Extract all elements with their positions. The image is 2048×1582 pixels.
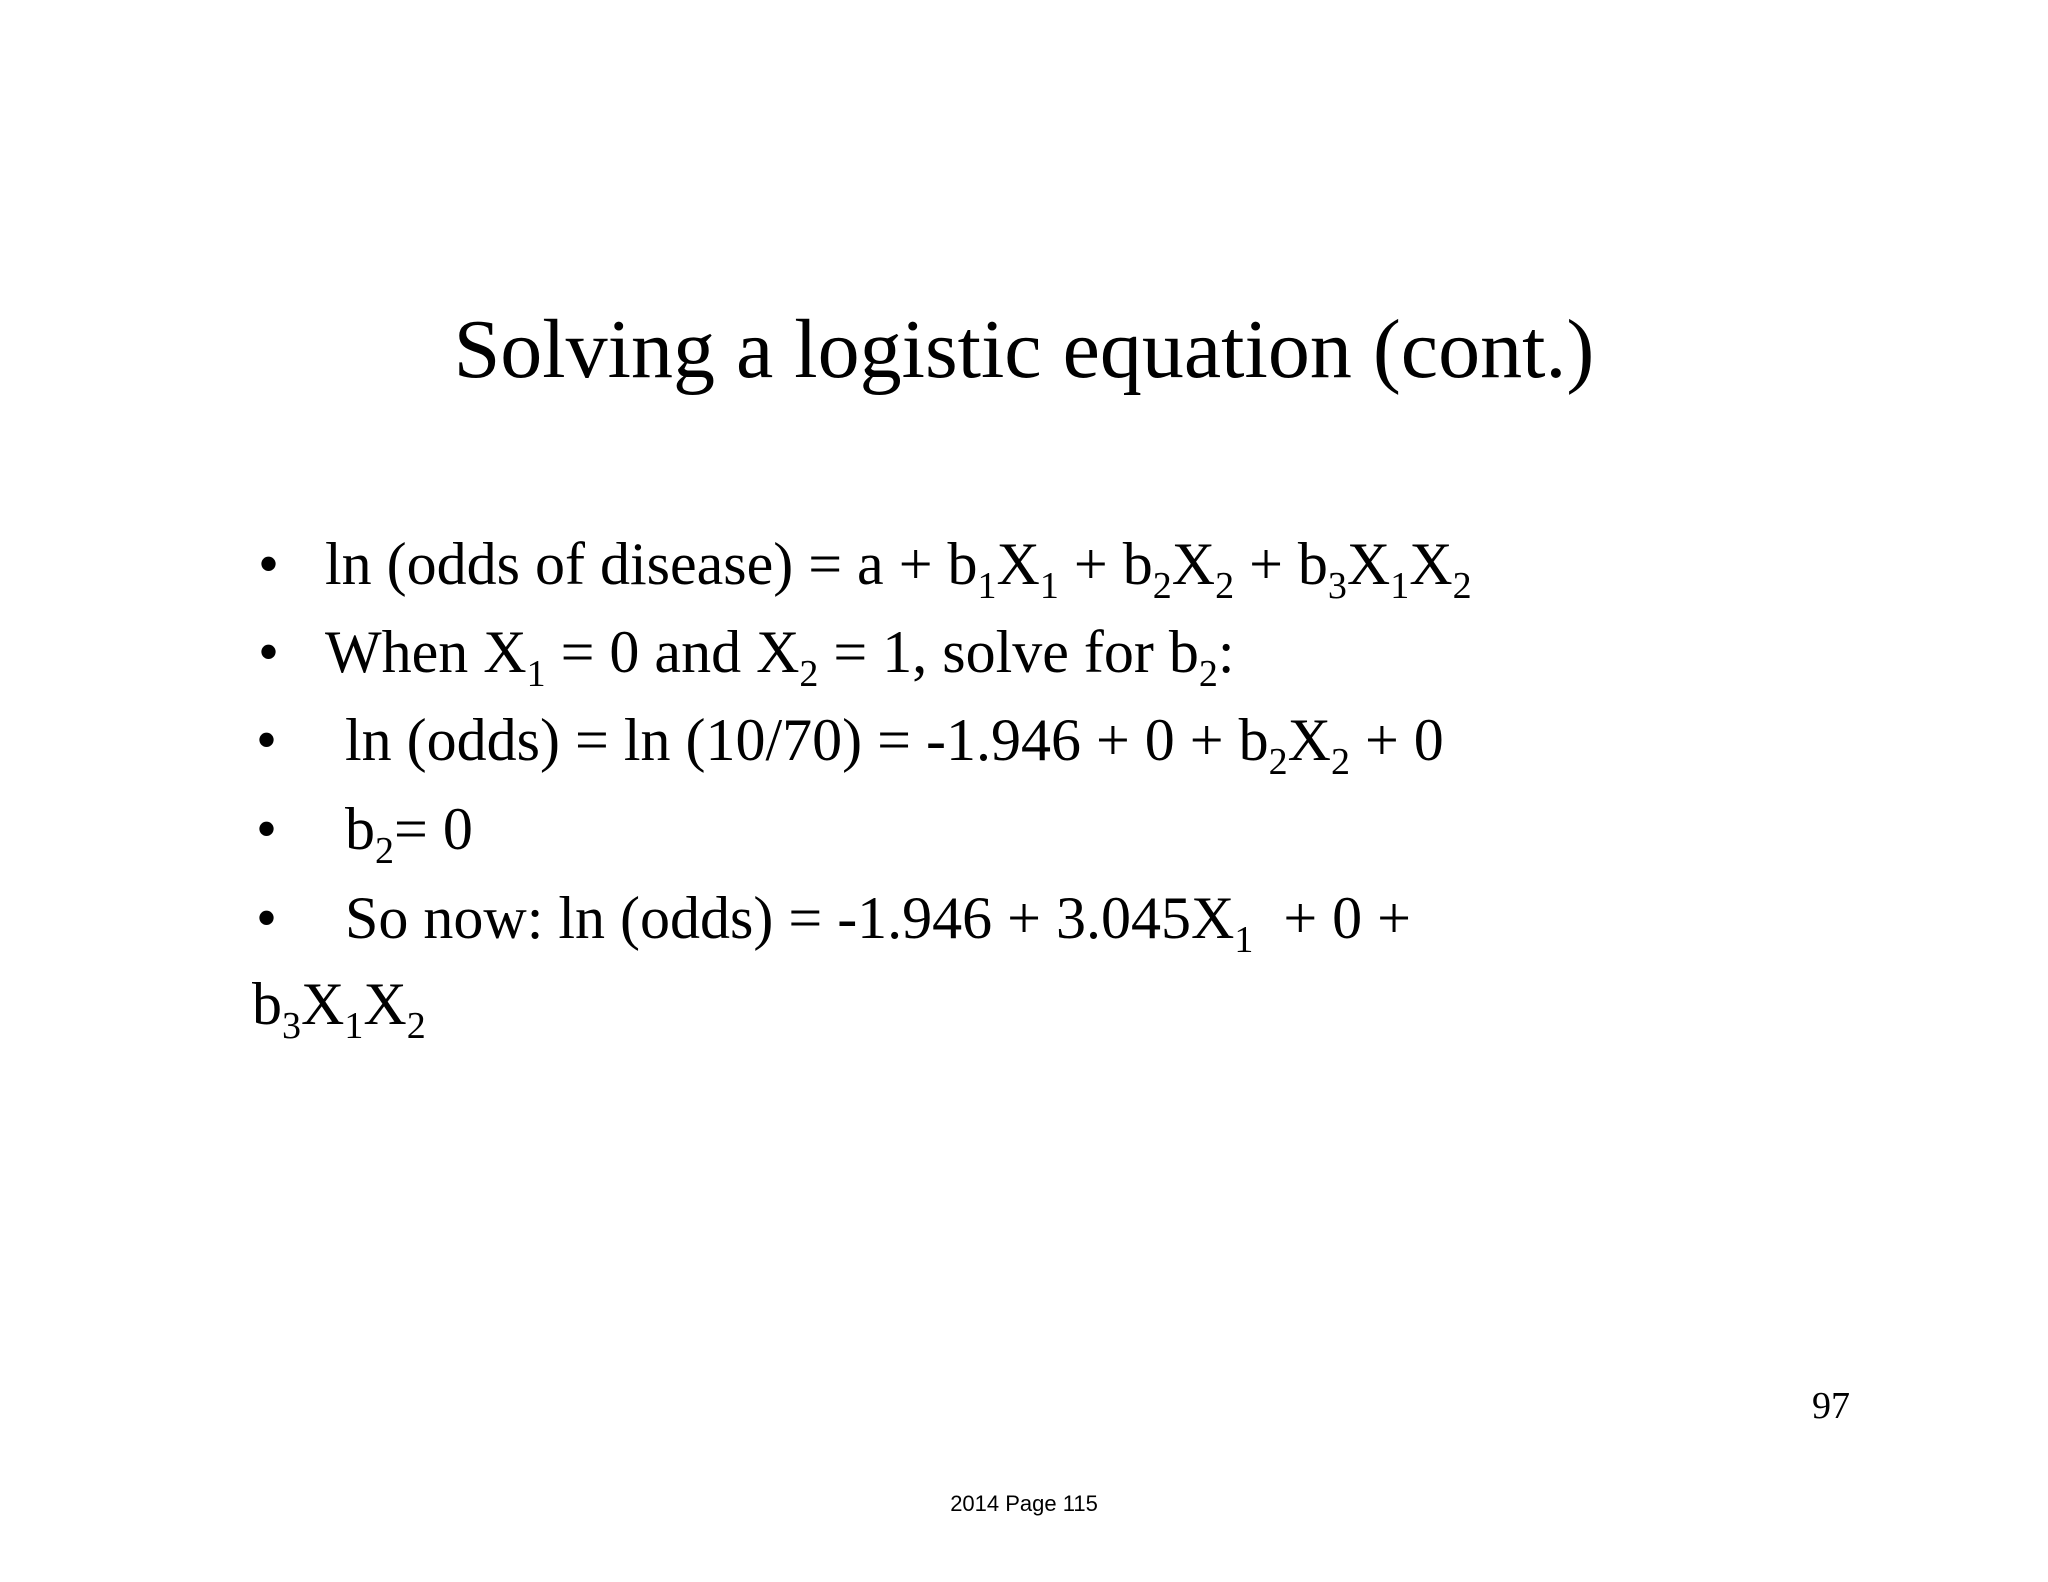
subscript: 2 <box>1152 565 1172 607</box>
subscript: 1 <box>1039 565 1059 607</box>
text: = 0 and X <box>545 619 800 685</box>
subscript: 2 <box>1198 653 1218 695</box>
subscript: 1 <box>977 565 997 607</box>
subscript: 2 <box>1268 741 1288 783</box>
slide-title: Solving a logistic equation (cont.) <box>453 303 1595 396</box>
subscript: 3 <box>282 1005 301 1047</box>
subscript: 1 <box>1390 565 1410 607</box>
bullet-line-5 <box>345 882 1412 961</box>
bullet-line-1 <box>325 528 1472 607</box>
text: X <box>996 531 1040 597</box>
subscript: 2 <box>1330 741 1350 783</box>
text: X <box>1171 531 1216 597</box>
text: = 0 <box>394 796 473 862</box>
text: + 0 + <box>1253 885 1412 951</box>
text: ln (odds) = ln (10/70) = -1.946 + 0 + b <box>345 707 1269 773</box>
subscript: 1 <box>344 1005 364 1047</box>
text: When X <box>325 619 527 685</box>
subscript: 1 <box>526 653 546 695</box>
text: X <box>301 971 345 1037</box>
bullet-line-4 <box>345 793 473 872</box>
text: X <box>1409 531 1453 597</box>
subscript: 2 <box>1215 565 1235 607</box>
subscript: 2 <box>1452 565 1472 607</box>
subscript: 1 <box>1234 919 1254 961</box>
bullet-line-2 <box>325 616 1235 695</box>
bullet-line-5-continuation <box>252 968 426 1047</box>
text: : <box>1217 619 1235 685</box>
text: + b <box>1058 531 1153 597</box>
bullet-marker-4: • <box>256 796 278 862</box>
text: b <box>345 796 375 862</box>
subscript: 3 <box>1327 565 1347 607</box>
bullet-marker-1: • <box>258 531 280 597</box>
subscript: 2 <box>799 653 819 695</box>
text: X <box>363 971 407 1037</box>
text: So now: ln (odds) = -1.946 + 3.045X <box>345 885 1235 951</box>
subscript: 2 <box>406 1005 426 1047</box>
text: b <box>252 971 282 1037</box>
text: + 0 <box>1349 707 1444 773</box>
text: X <box>1346 531 1391 597</box>
bullet-marker-3: • <box>256 707 278 773</box>
slide-number: 97 <box>1812 1385 1850 1427</box>
page-footer: 2014 Page 115 <box>950 1491 1098 1516</box>
text: + b <box>1234 531 1328 597</box>
text: X <box>1287 707 1331 773</box>
text: = 1, solve for b <box>818 619 1199 685</box>
bullet-line-3 <box>345 704 1444 783</box>
bullet-marker-5: • <box>256 885 278 951</box>
text: ln (odds of disease) = a + b <box>325 531 978 597</box>
subscript: 2 <box>375 830 394 872</box>
bullet-marker-2: • <box>258 619 280 685</box>
